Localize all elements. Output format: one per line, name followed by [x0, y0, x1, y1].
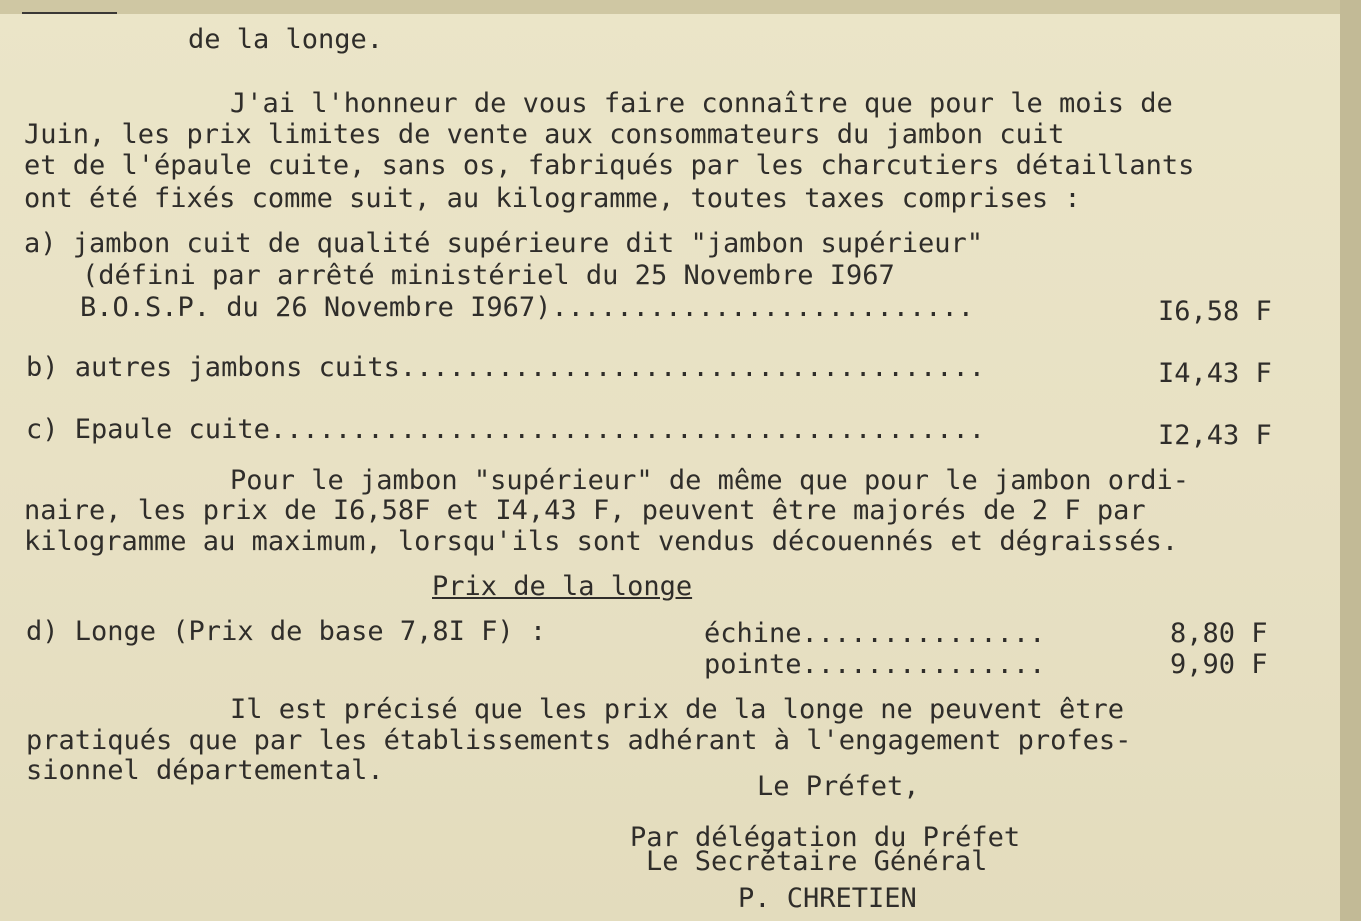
- section-title: Prix de la longe: [432, 571, 693, 602]
- item-a-price: I6,58 F: [1158, 296, 1272, 327]
- echine-price: 8,80 F: [1170, 618, 1268, 649]
- para1-line-3: et de l'épaule cuite, sans os, fabriqués par les charcutiers détaillants: [24, 150, 1195, 181]
- signature-name: P. CHRETIEN: [738, 883, 917, 914]
- signature-delegation: Par délégation du Préfet: [630, 822, 1021, 853]
- para1-line-4: ont été fixés comme suit, au kilogramme, toutes taxes comprises :: [24, 183, 1081, 214]
- signature-role: Le Secrétaire Général: [646, 846, 988, 877]
- para1-line-1: J'ai l'honneur de vous faire connaître que pour le mois de: [230, 88, 1173, 119]
- item-a-line-1: a) jambon cuit de qualité supérieure dit "jambon supérieur": [24, 228, 984, 259]
- pointe-price: 9,90 F: [1170, 649, 1268, 680]
- item-b-label: b) autres jambons cuits....................................: [26, 352, 986, 383]
- para3-line-1: Il est précisé que les prix de la longe ne peuvent être: [230, 694, 1125, 725]
- item-d-label: d) Longe (Prix de base 7,8I F) :: [26, 616, 547, 647]
- para3-line-2: pratiqués que par les établissements adhérant à l'engagement profes-: [26, 725, 1132, 756]
- torn-top-edge: [0, 0, 1340, 14]
- fragment-top-line: de la longe.: [188, 24, 384, 55]
- item-a-line-2: (défini par arrêté ministériel du 25 Novembre I967: [82, 260, 895, 291]
- item-a-line-3: B.O.S.P. du 26 Novembre I967)..........................: [80, 292, 975, 323]
- signature-title: Le Préfet,: [757, 771, 920, 802]
- para2-line-3: kilogramme au maximum, lorsqu'ils sont vendus découennés et dégraissés.: [24, 526, 1179, 557]
- para3-line-3: sionnel départemental.: [26, 755, 384, 786]
- item-c-price: I2,43 F: [1158, 420, 1272, 451]
- echine-label: échine...............: [704, 618, 1046, 649]
- para1-line-2: Juin, les prix limites de vente aux consommateurs du jambon cuit: [24, 119, 1065, 150]
- para2-line-1: Pour le jambon "supérieur" de même que pour le jambon ordi-: [230, 465, 1190, 496]
- top-rule: [22, 12, 117, 14]
- pointe-label: pointe...............: [704, 649, 1046, 680]
- background-edge: [1340, 0, 1361, 921]
- para2-line-2: naire, les prix de I6,58F et I4,43 F, peuvent être majorés de 2 F par: [24, 495, 1146, 526]
- item-c-label: c) Epaule cuite............................................: [26, 414, 986, 445]
- item-b-price: I4,43 F: [1158, 358, 1272, 389]
